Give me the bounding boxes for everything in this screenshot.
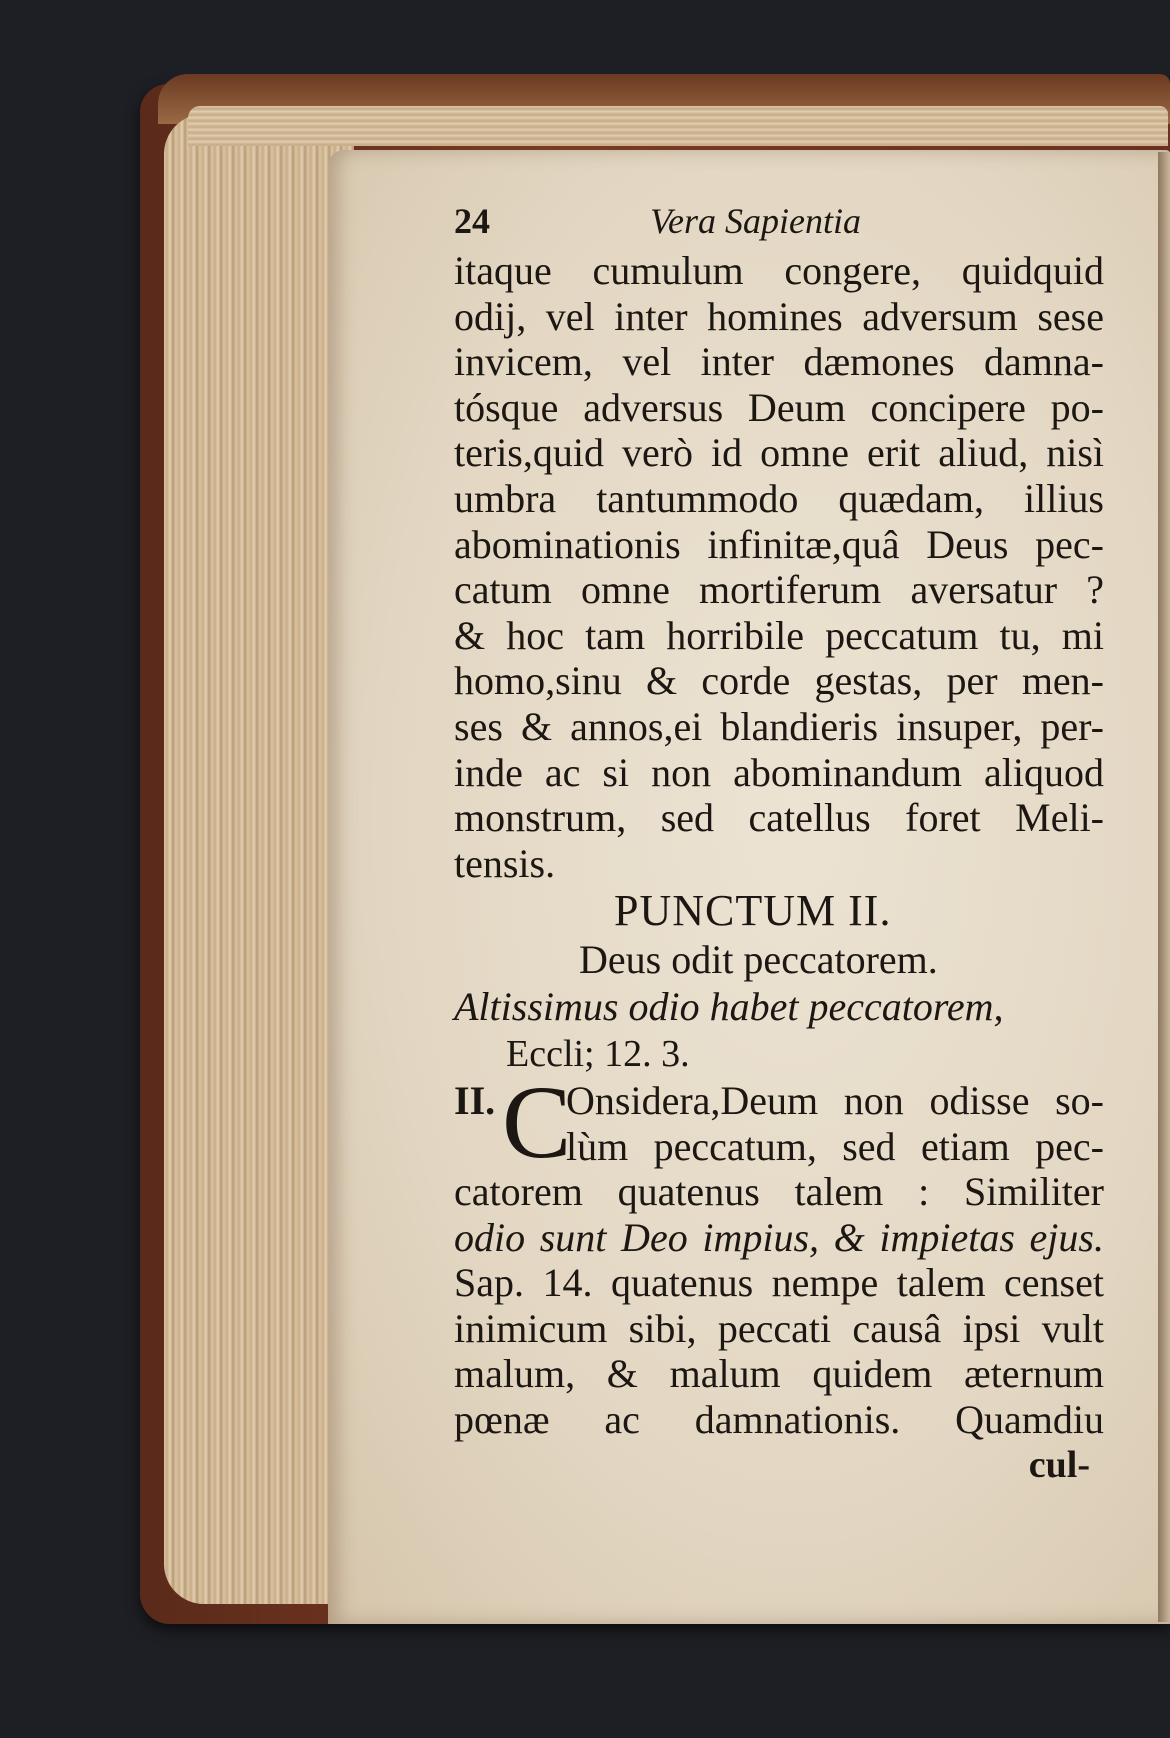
text-line: inimicum sibi, peccati causâ ipsi vult xyxy=(454,1305,1104,1351)
section-heading: PUNCTUM II. xyxy=(614,886,892,936)
page-text xyxy=(454,200,1104,1487)
text-line: ses & annos,ei blandieris insuper, per- xyxy=(454,703,1104,749)
page-number: 24 xyxy=(454,201,490,241)
text-line: malum, & malum quidem æternum xyxy=(454,1351,1104,1397)
paragraph-1 xyxy=(454,248,1104,886)
catchword: cul- xyxy=(1028,1443,1090,1486)
text-line: monstrum, sed catellus foret Meli- xyxy=(454,795,1104,841)
text-line: & hoc tam horribile peccatum tu, mi xyxy=(454,612,1104,658)
text-line-second: lùm peccatum, sed etiam pec- xyxy=(566,1123,1104,1169)
text-line: catum omne mortiferum aversatur ? xyxy=(454,567,1104,613)
text-line: pœnæ ac damnationis. Quamdiu xyxy=(454,1397,1104,1443)
page-edges-top xyxy=(188,106,1168,146)
text-line: odio sunt Deo impius, & impietas ejus. xyxy=(454,1214,1104,1260)
text-line: tensis. xyxy=(454,840,556,886)
text-line: umbra tantummodo quædam, illius xyxy=(454,475,1104,521)
page-edges-left xyxy=(164,114,354,1604)
text-line: teris,quid verò id omne erit aliud, nisì xyxy=(454,430,1104,476)
running-header xyxy=(454,200,1104,248)
text-line: itaque cumulum congere, quidquid xyxy=(454,248,1104,293)
scripture-quote: Altissimus odio habet peccatorem, xyxy=(454,984,1004,1030)
paragraph-number: II. xyxy=(454,1077,496,1123)
text-line: homo,sinu & corde gestas, per men- xyxy=(454,658,1104,704)
text-line: odij, vel inter homines adversum sese xyxy=(454,293,1104,339)
text-line: Sap. 14. quatenus nempe talem censet xyxy=(454,1260,1104,1306)
text-line: abominationis infinitæ,quâ Deus pec- xyxy=(454,521,1104,567)
first-line-text: Onsidera,Deum non odisse so- xyxy=(566,1077,1104,1123)
drop-cap: C xyxy=(502,1064,572,1180)
section-subtitle: Deus odit peccatorem. xyxy=(579,937,938,983)
text-line: invicem, vel inter dæmones damna- xyxy=(454,339,1104,385)
text-line: inde ac si non abominandum aliquod xyxy=(454,749,1104,795)
running-title: Vera Sapientia xyxy=(650,201,861,241)
text-line: tósque adversus Deum concipere po- xyxy=(454,384,1104,430)
text-line: catorem quatenus talem : Similiter xyxy=(454,1169,1104,1215)
page-right-edge xyxy=(1158,152,1170,1622)
paragraph-2 xyxy=(454,1064,1104,1487)
scripture-reference: Eccli; 12. 3. xyxy=(506,1032,690,1075)
